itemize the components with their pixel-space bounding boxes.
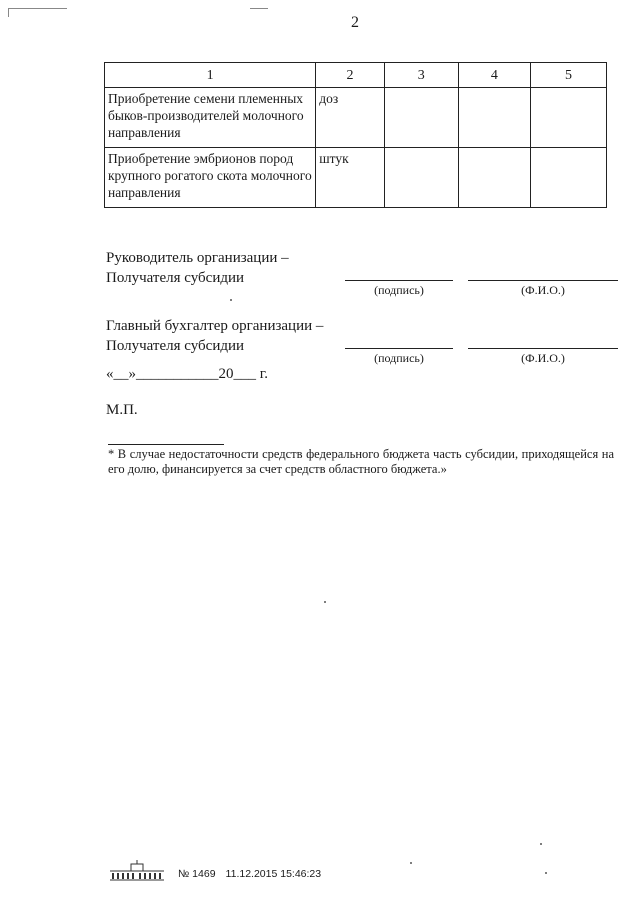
row-name-cell: Приобретение эмбрионов пород крупного рогатого скота молочного направления	[105, 148, 316, 208]
document-timestamp: 11.12.2015 15:46:23	[225, 867, 322, 880]
page-number: 2	[351, 14, 359, 31]
accountant-fio-line	[468, 348, 618, 349]
accountant-title	[106, 316, 323, 356]
date-line: «__»___________20___ г.	[106, 366, 268, 382]
column-header: 1	[105, 63, 316, 88]
table-cell	[530, 88, 606, 148]
director-signature-caption: (подпись)	[374, 283, 424, 297]
row-unit-cell: доз	[316, 88, 385, 148]
row-unit-cell: штук	[316, 148, 385, 208]
scan-speck	[230, 299, 232, 301]
footer	[108, 860, 321, 887]
director-signature-line	[345, 280, 453, 281]
table-cell	[458, 148, 530, 208]
accountant-title-line2: Получателя субсидии	[106, 338, 245, 354]
table-cell	[530, 148, 606, 208]
director-fio-caption: (Ф.И.О.)	[521, 283, 565, 297]
scan-speck	[540, 843, 542, 845]
table-cell	[384, 88, 458, 148]
column-header: 3	[384, 63, 458, 88]
table-cell	[458, 88, 530, 148]
building-logo-icon	[108, 860, 166, 887]
data-table	[104, 62, 607, 208]
director-title-line2: Получателя субсидии	[106, 270, 245, 286]
accountant-fio-caption: (Ф.И.О.)	[521, 351, 565, 365]
director-title-line1: Руководитель организации –	[106, 250, 289, 266]
table-row	[105, 148, 607, 208]
table-row	[105, 88, 607, 148]
row-name-cell: Приобретение семени племенных быков-производителей молочного направления	[105, 88, 316, 148]
accountant-title-line1: Главный бухгалтер организации –	[106, 318, 324, 334]
table-header-row	[105, 63, 607, 88]
accountant-signature-line	[345, 348, 453, 349]
column-header: 5	[530, 63, 606, 88]
director-title	[106, 248, 289, 288]
scan-speck	[324, 601, 326, 603]
scan-speck	[545, 872, 547, 874]
table-cell	[384, 148, 458, 208]
stamp-placeholder: М.П.	[106, 402, 138, 418]
crop-mark	[250, 8, 268, 9]
director-fio-line	[468, 280, 618, 281]
column-header: 4	[458, 63, 530, 88]
accountant-signature-caption: (подпись)	[374, 351, 424, 365]
column-header: 2	[316, 63, 385, 88]
scan-speck	[410, 862, 412, 864]
footnote-text: * В случае недостаточности средств федерального бюджета часть субсидии, приходящейся на его долю, финансируется за счет средств областного бюджета.»	[108, 447, 614, 476]
footnote-separator	[108, 444, 224, 445]
document-number: № 1469	[178, 867, 216, 880]
